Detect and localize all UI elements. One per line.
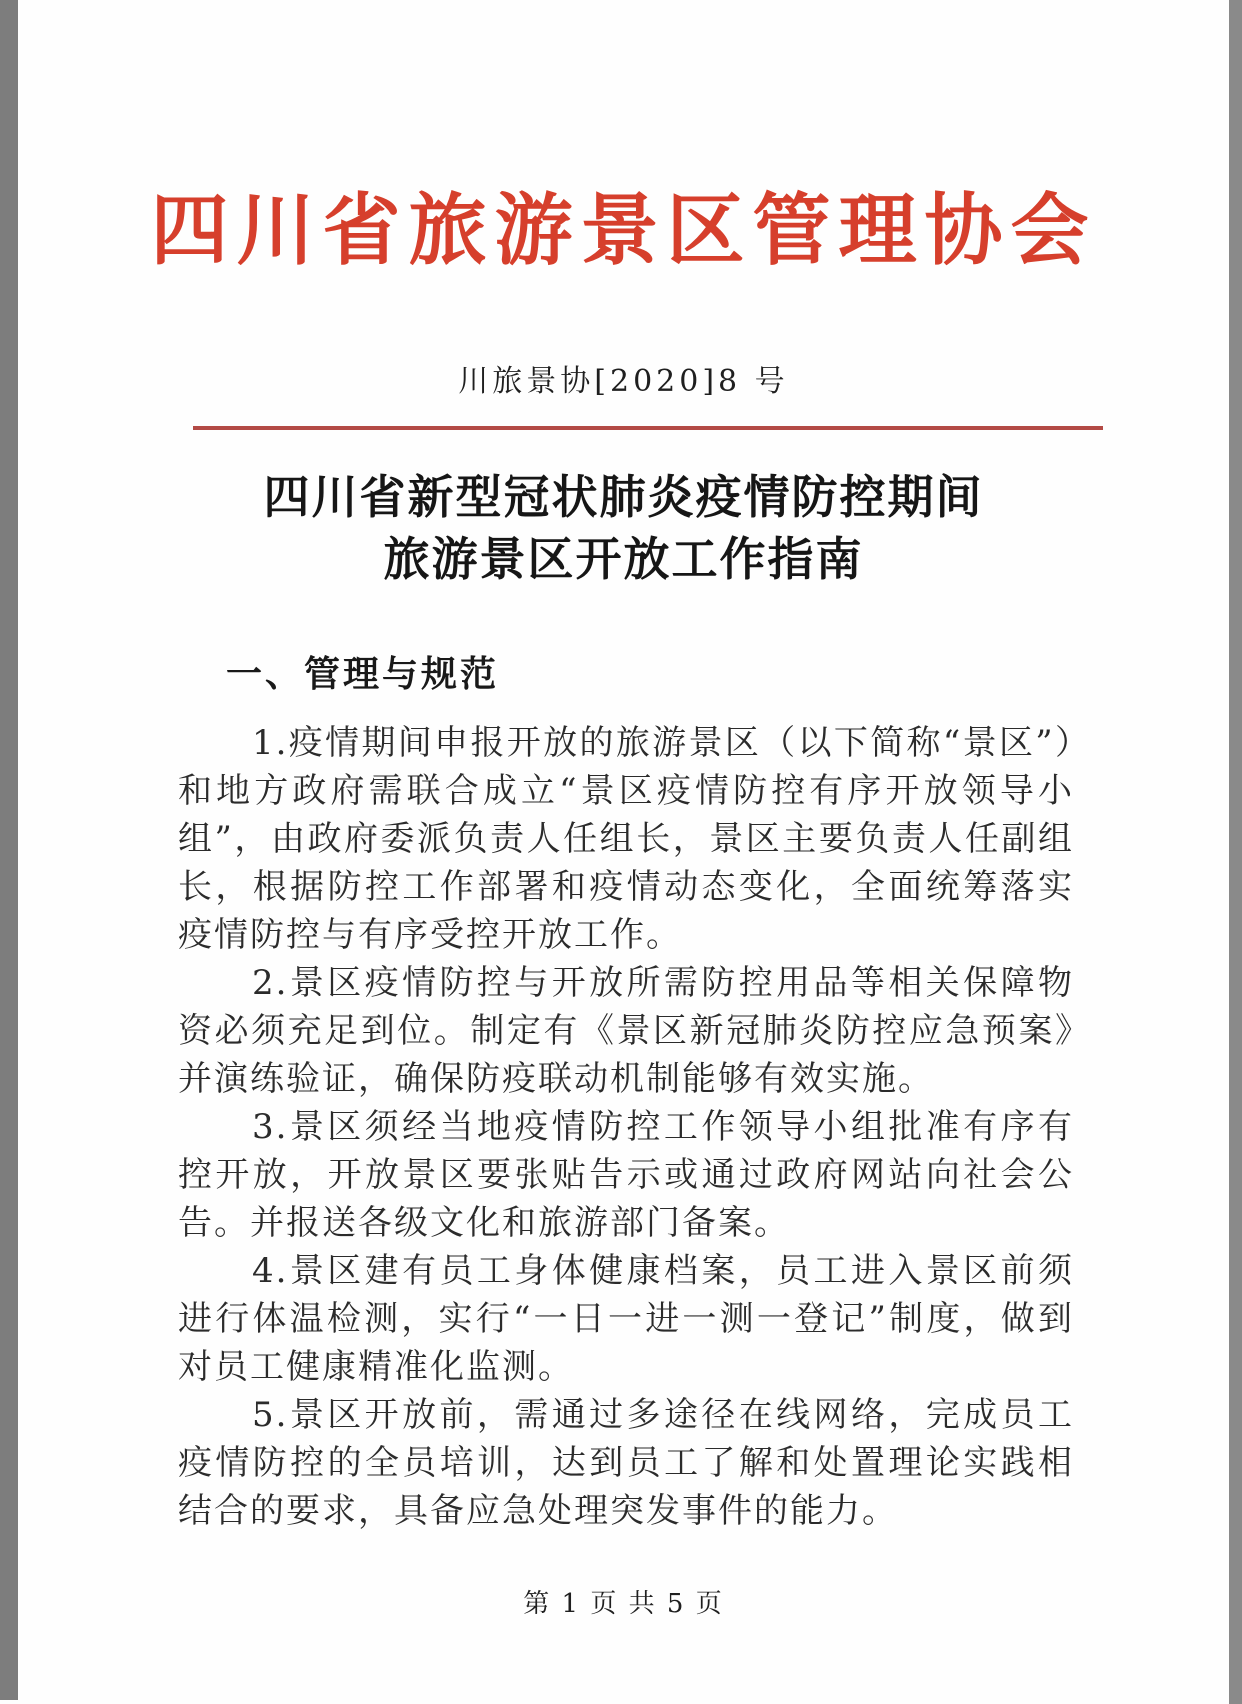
document-number: 川旅景协[2020]8 号	[458, 364, 789, 399]
page-number-footer: 第 1 页 共 5 页	[523, 1589, 724, 1619]
document-title-line-2: 旅游景区开放工作指南	[383, 533, 864, 585]
organization-title: 四川省旅游景区管理协会	[150, 185, 1097, 276]
body-paragraph-2: 2.景区疫情防控与开放所需防控用品等相关保障物资必须充足到位。制定有《景区新冠肺炎防控应急预案》并演练验证，确保防疫联动机制能够有效实施。	[178, 963, 1074, 1099]
document-body	[178, 646, 1074, 1535]
section-heading: 一、管理与规范	[226, 653, 500, 694]
body-paragraph-5: 5.景区开放前，需通过多途径在线网络，完成员工疫情防控的全员培训，达到员工了解和处置理论实践相结合的要求，具备应急处理突发事件的能力。	[178, 1395, 1074, 1531]
scan-edge-left	[0, 0, 18, 1700]
body-paragraph-1: 1.疫情期间申报开放的旅游景区（以下简称“景区”）和地方政府需联合成立“景区疫情防控有序开放领导小组”，由政府委派负责人任组长，景区主要负责人任副组长，根据防控工作部署和疫情动态变化，全面统筹落实疫情防控与有序受控开放工作。	[178, 723, 1074, 955]
body-paragraph-4: 4.景区建有员工身体健康档案，员工进入景区前须进行体温检测，实行“一日一进一测一登记”制度，做到对员工健康精准化监测。	[178, 1251, 1074, 1387]
body-paragraph-3: 3.景区须经当地疫情防控工作领导小组批准有序有控开放，开放景区要张贴告示或通过政府网站向社会公告。并报送各级文化和旅游部门备案。	[178, 1107, 1074, 1243]
scan-edge-right	[1229, 0, 1242, 1704]
document-title-line-1: 四川省新型冠状肺炎疫情防控期间	[263, 471, 984, 523]
document-title	[18, 466, 1229, 590]
red-divider-rule	[193, 426, 1103, 430]
